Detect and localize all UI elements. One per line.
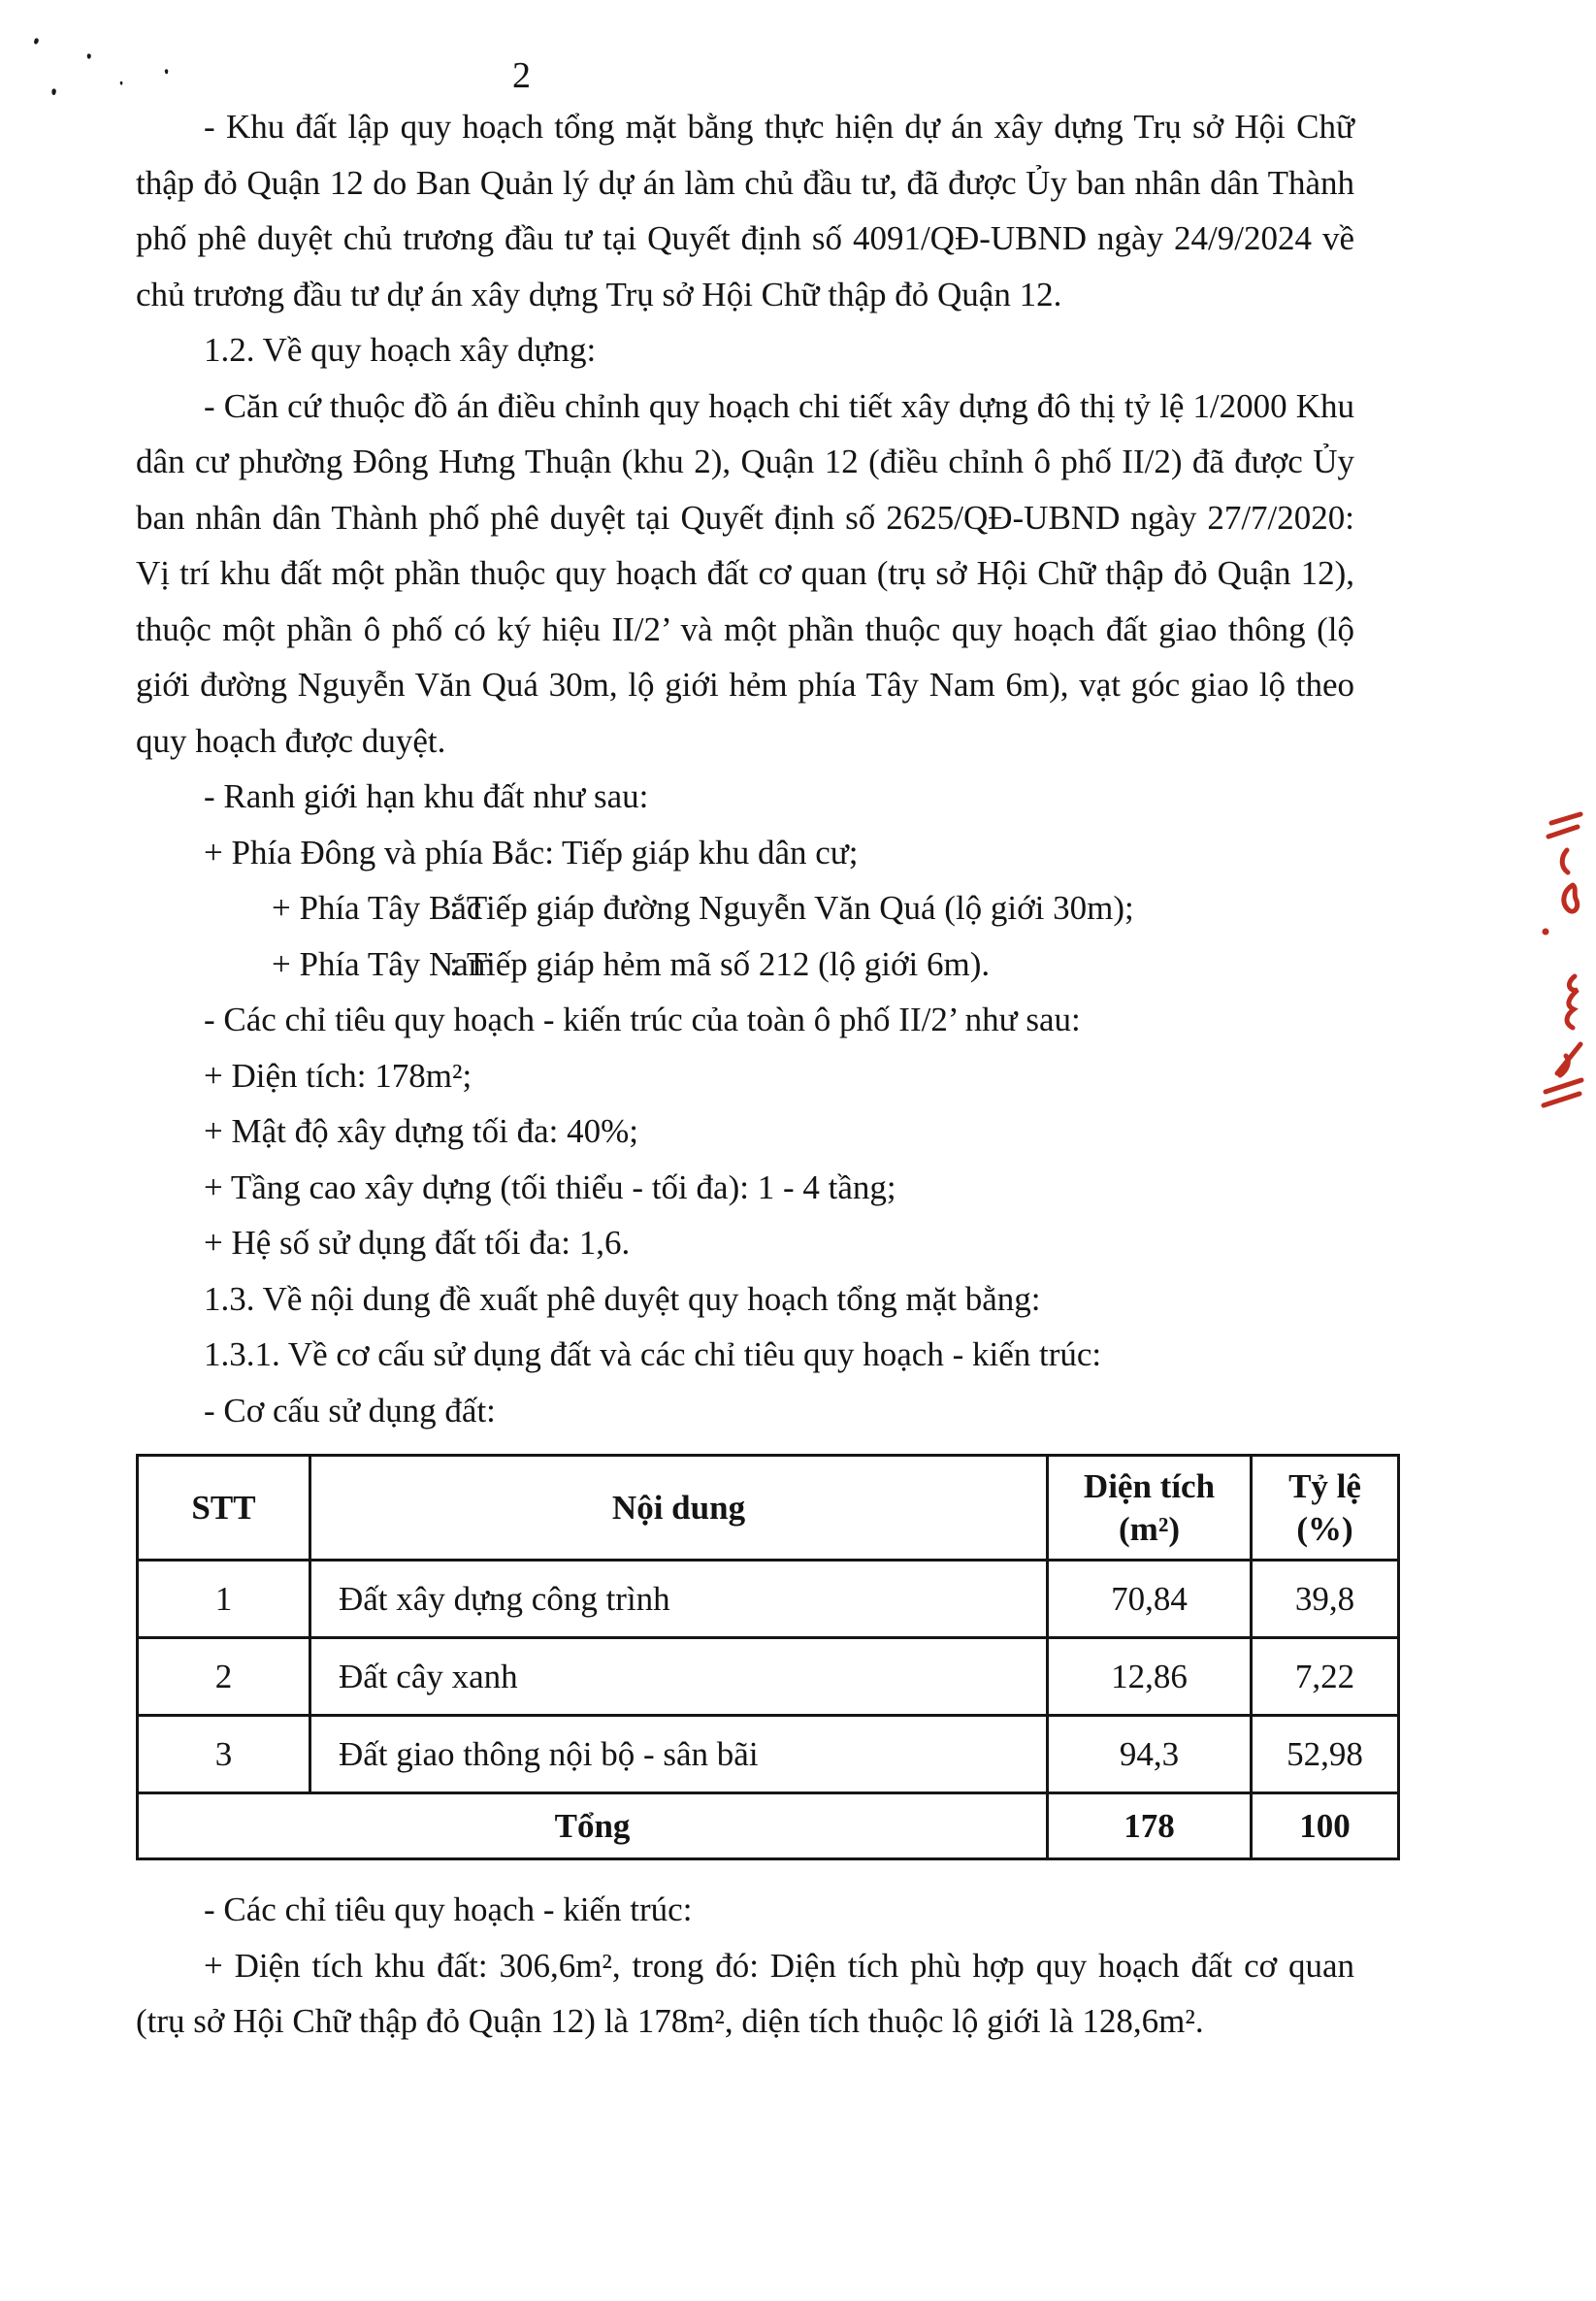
- cell-noi-dung: Đất giao thông nội bộ - sân bãi: [310, 1716, 1048, 1793]
- header-dien-tich-title: Diện tích: [1083, 1466, 1216, 1505]
- land-structure-intro: - Cơ cấu sử dụng đất:: [204, 1391, 496, 1430]
- header-dien-tich: [1048, 1456, 1252, 1561]
- table-row: [138, 1716, 1399, 1793]
- paragraph-site-area: + Diện tích khu đất: 306,6m², trong đó: Diện tích phù hợp quy hoạch đất cơ quan (trụ sở Hội Chữ thập đỏ Quận 12) là 178m², diện tích thuộc lộ giới là 128,6m².: [136, 1946, 1354, 2040]
- criteria-item-far: + Hệ số sử dụng đất tối đa: 1,6.: [204, 1224, 631, 1262]
- cell-stt: 3: [138, 1716, 310, 1793]
- boundary-label: + Phía Tây Bắc: [272, 889, 482, 927]
- header-noi-dung: Nội dung: [310, 1456, 1048, 1561]
- heading-1-3: 1.3. Về nội dung đề xuất phê duyệt quy hoạch tổng mặt bằng:: [204, 1279, 1041, 1318]
- cell-stt: 1: [138, 1561, 310, 1638]
- cell-dien-tich: 70,84: [1048, 1561, 1252, 1638]
- paragraph-intro: - Khu đất lập quy hoạch tổng mặt bằng thực hiện dự án xây dựng Trụ sở Hội Chữ thập đỏ Quận 12 do Ban Quản lý dự án làm chủ đầu tư, đã được Ủy ban nhân dân Thành phố phê duyệt chủ trương đầu tư tại Quyết định số 4091/QĐ-UBND ngày 24/9/2024 về chủ trương đầu tư dự án xây dựng Trụ sở Hội Chữ thập đỏ Quận 12.: [136, 108, 1354, 313]
- boundary-intro: - Ranh giới hạn khu đất như sau:: [204, 777, 649, 815]
- page-number: 2: [512, 55, 531, 96]
- total-label: Tổng: [138, 1793, 1048, 1859]
- cell-ty-le: 39,8: [1252, 1561, 1399, 1638]
- cell-dien-tich: 12,86: [1048, 1638, 1252, 1716]
- header-ty-le: [1252, 1456, 1399, 1561]
- header-stt: STT: [138, 1456, 310, 1561]
- header-ty-le-title: Tỷ lệ: [1288, 1466, 1361, 1505]
- after-table-intro: - Các chỉ tiêu quy hoạch - kiến trúc:: [204, 1890, 693, 1928]
- header-ty-le-unit: (%): [1296, 1509, 1353, 1548]
- table-row: [138, 1561, 1399, 1638]
- cell-noi-dung: Đất cây xanh: [310, 1638, 1048, 1716]
- cell-dien-tich: 94,3: [1048, 1716, 1252, 1793]
- cell-noi-dung: Đất xây dựng công trình: [310, 1561, 1048, 1638]
- paragraph-planning-basis: - Căn cứ thuộc đồ án điều chỉnh quy hoạch chi tiết xây dựng đô thị tỷ lệ 1/2000 Khu dân cư phường Đông Hưng Thuận (khu 2), Quận 12 (điều chỉnh ô phố II/2) đã được Ủy ban nhân dân Thành phố phê duyệt tại Quyết định số 2625/QĐ-UBND ngày 27/7/2020: Vị trí khu đất một phần thuộc quy hoạch đất cơ quan (trụ sở Hội Chữ thập đỏ Quận 12), thuộc một phần ô phố có ký hiệu II/2’ và một phần thuộc quy hoạch đất giao thông (lộ giới đường Nguyễn Văn Quá 30m, lộ giới hẻm phía Tây Nam 6m), vạt góc giao lộ theo quy hoạch được duyệt.: [136, 386, 1354, 760]
- header-dien-tich-unit: (m²): [1119, 1509, 1180, 1548]
- total-dien-tich: 178: [1048, 1793, 1252, 1859]
- criteria-item-density: + Mật độ xây dựng tối đa: 40%;: [204, 1112, 638, 1150]
- margin-annotation-marks: [1536, 811, 1594, 1112]
- cell-ty-le: 7,22: [1252, 1638, 1399, 1716]
- document-body: [136, 99, 1363, 2050]
- land-use-table: [136, 1454, 1400, 1860]
- boundary-value: : Tiếp giáp hẻm mã số 212 (lộ giới 6m).: [449, 944, 991, 983]
- boundary-item-east-north: + Phía Đông và phía Bắc: Tiếp giáp khu dân cư;: [204, 833, 859, 871]
- table-total-row: [138, 1793, 1399, 1859]
- cell-ty-le: 52,98: [1252, 1716, 1399, 1793]
- criteria-item-floors: + Tầng cao xây dựng (tối thiểu - tối đa): 1 - 4 tầng;: [204, 1167, 896, 1206]
- boundary-item-southwest: [136, 937, 1354, 993]
- boundary-value: : Tiếp giáp đường Nguyễn Văn Quá (lộ giới 30m);: [449, 889, 1134, 927]
- criteria-item-area: + Diện tích: 178m²;: [204, 1056, 472, 1095]
- criteria-intro: - Các chỉ tiêu quy hoạch - kiến trúc của toàn ô phố II/2’ như sau:: [204, 1001, 1081, 1038]
- boundary-label: + Phía Tây Nam: [272, 944, 496, 983]
- table-header-row: [138, 1456, 1399, 1561]
- heading-1-2: 1.2. Về quy hoạch xây dựng:: [204, 331, 597, 369]
- total-ty-le: 100: [1252, 1793, 1399, 1859]
- table-row: [138, 1638, 1399, 1716]
- cell-stt: 2: [138, 1638, 310, 1716]
- heading-1-3-1: 1.3.1. Về cơ cấu sử dụng đất và các chỉ tiêu quy hoạch - kiến trúc:: [204, 1335, 1102, 1373]
- boundary-item-northwest: [136, 880, 1354, 937]
